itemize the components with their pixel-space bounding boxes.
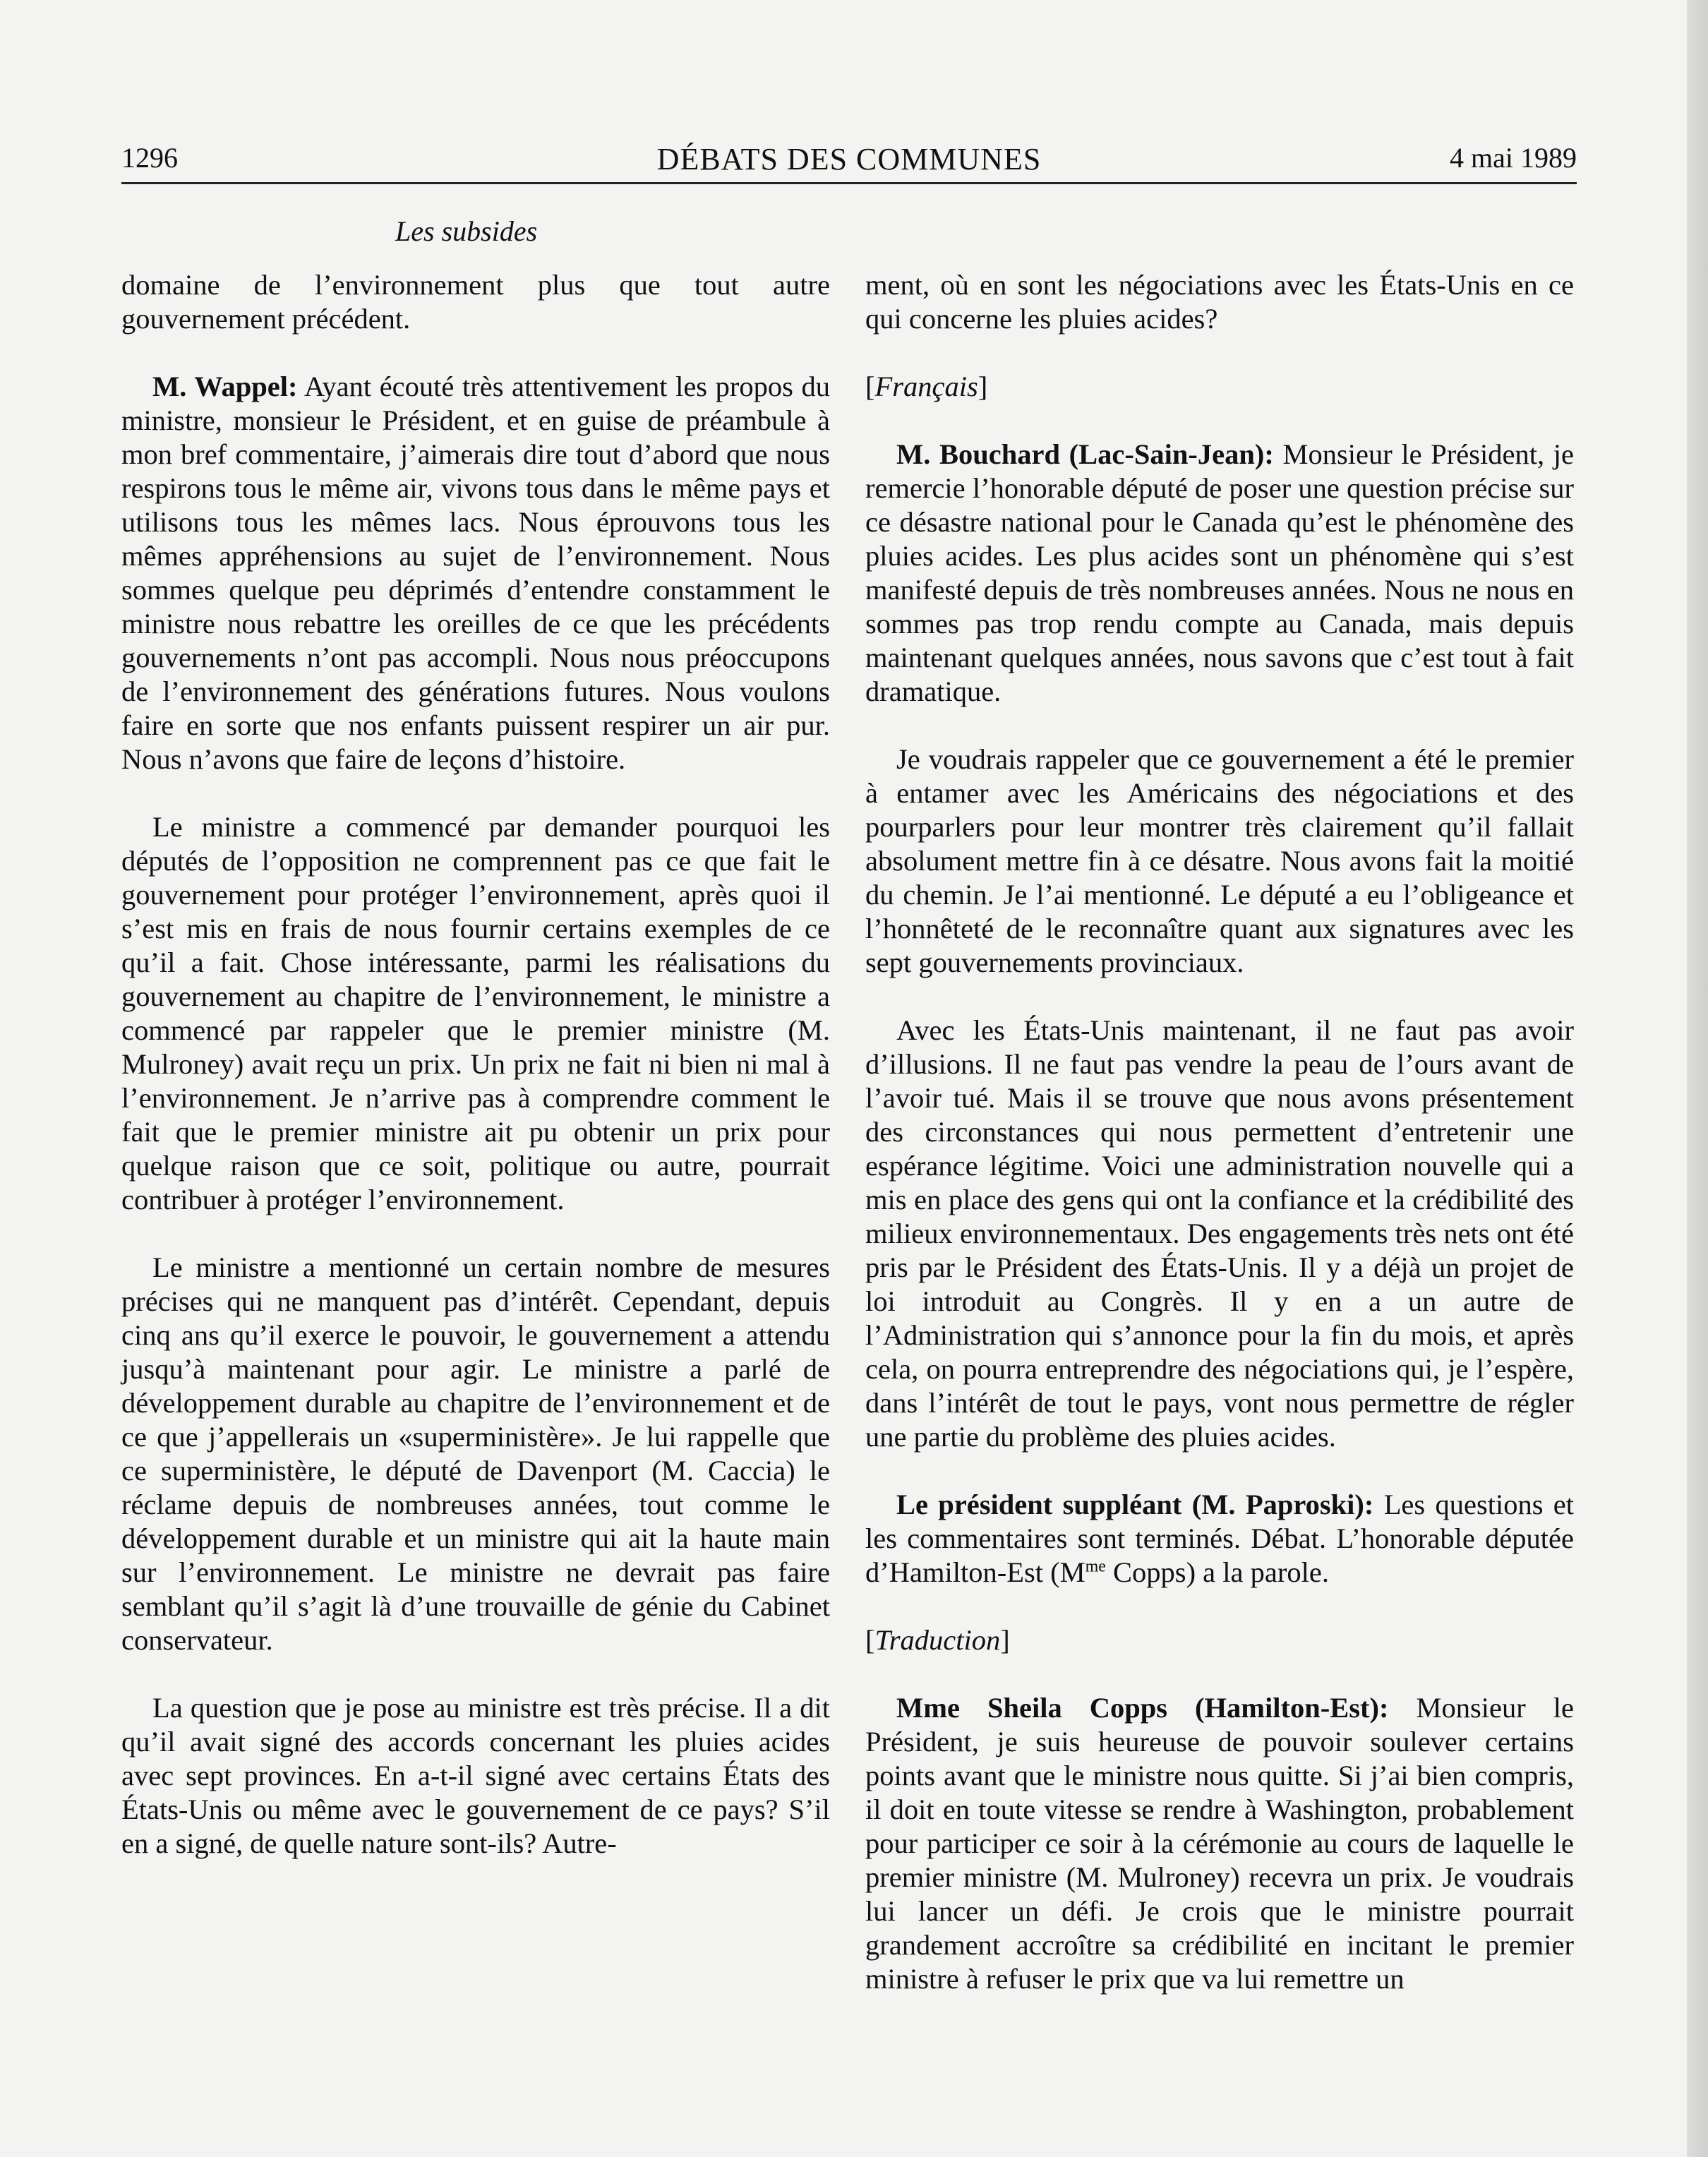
paragraph xyxy=(865,1488,1574,1590)
section-title: Les subsides xyxy=(395,215,538,247)
paragraph: La question que je pose au ministre est très précise. Il a dit qu’il avait signé des accords concernant les pluies acides avec sept provinces. En a-t-il signé avec certains États des États-Unis ou même avec le gouvernement de ce pays? S’il en a signé, de quelle nature sont-ils? Autre- xyxy=(121,1692,830,1859)
speech-text: Monsieur le Président, je suis heureuse de pouvoir soulever certains points avant que le ministre nous quitte. Si j’ai bien compris, il doit en toute vitesse se rendre à Washington, probablement pour participer ce soir à la cérémonie au cours de laquelle le premier ministre (M. Mulroney) recevra un prix. Je voudrais lui lancer un défi. Je crois que le ministre pourrait grandement accroître sa crédibilité en incitant le premier ministre à refuser le prix que va lui remettre un xyxy=(865,1692,1575,1995)
page-number: 1296 xyxy=(121,142,178,174)
left-column xyxy=(121,268,830,1894)
paragraph xyxy=(865,1691,1574,1996)
paragraph: Avec les États-Unis maintenant, il ne faut pas avoir d’illusions. Il ne faut pas vendre la peau de l’ours avant de l’avoir tué. Mais il se trouve que nous avons présentement des circonstances qui nous permettent d’entretenir une espérance légitime. Voici une administration nouvelle qui a mis en place des gens qui ont la confiance et la crédibilité des milieux environnementaux. Des engagements très nets ont été pris par le Président des États-Unis. Il y a déjà un projet de loi introduit au Congrès. Il y en a un autre de l’Administration qui s’annonce pour la fin du mois, et après cela, on pourra entreprendre des négociations qui, je l’espère, dans l’intérêt de tout le pays, vont nous permettre de régler une partie du problème des pluies acides. xyxy=(865,1014,1574,1453)
paragraph xyxy=(121,370,830,776)
language-label: Français xyxy=(874,371,978,402)
speech-text: Monsieur le Président, je remercie l’honorable député de poser une question précise sur ce désastre national pour le Canada qu’est le phénomène des pluies acides. Les plus acides sont un phénomène qui s’est manifesté depuis de très nombreuses années. Nous ne nous en sommes pas trop rendu compte au Canada, mais depuis maintenant quelques années, nous savons que c’est tout à fait dramatique. xyxy=(865,438,1574,707)
paragraph xyxy=(865,438,1574,709)
speech-text: Copps) a la parole. xyxy=(1105,1556,1329,1588)
language-tag: [Français] xyxy=(865,371,988,402)
header-rule xyxy=(121,182,1577,184)
speaker-name: M. Bouchard (Lac-Sain-Jean): xyxy=(896,438,1274,470)
paragraph: Le ministre a mentionné un certain nombre de mesures précises qui ne manquent pas d’intérêt. Cependant, depuis cinq ans qu’il exerce le pouvoir, le gouvernement a attendu jusqu’à maintenant pour agir. Le ministre a parlé de développement durable au chapitre de l’environnement et de ce que j’appellerais un «superministère». Je lui rappelle que ce superministère, le député de Davenport (M. Caccia) le réclame depuis de nombreuses années, tout comme le développement durable et un ministre qui ait la haute main sur l’environnement. Le ministre ne devrait pas faire semblant qu’il s’agit là d’une trouvaille de génie du Cabinet conservateur. xyxy=(121,1251,830,1656)
speech-text: Les questions et les commentaires sont terminés. Débat. L’honorable députée d’Hamilton-Est (M xyxy=(865,1489,1574,1588)
paragraph: ment, où en sont les négociations avec les États-Unis en ce qui concerne les pluies acides? xyxy=(865,269,1574,335)
speech-text: Ayant écouté très attentivement les propos du ministre, monsieur le Président, et en guise de préambule à mon bref commentaire, j’aimerais dire tout d’abord que nous respirons tous le même air, vivons tous dans le même pays et utilisons tous les mêmes lacs. Nous éprouvons tous les mêmes appréhensions au sujet de l’environnement. Nous sommes quelque peu déprimés d’entendre constamment le ministre nous rebattre les oreilles de ce que les précédents gouvernements n’ont pas accompli. Nous nous préoccupons de l’environnement des générations futures. Nous voulons faire en sorte que nos enfants puissent respirer un air pur. Nous n’avons que faire de leçons d’histoire. xyxy=(121,371,830,775)
speaker-name: M. Wappel: xyxy=(152,371,298,402)
paragraph: domaine de l’environnement plus que tout autre gouvernement précédent. xyxy=(121,269,830,335)
paragraph: Je voudrais rappeler que ce gouvernement a été le premier à entamer avec les Américains des négociations et des pourparlers pour leur montrer très clairement qu’il fallait absolument mettre fin à ce désatre. Nous avons fait la moitié du chemin. Je l’ai mentionné. Le député a eu l’obligeance et l’honnêteté de le reconnaître quant aux signatures avec les sept gouvernements provinciaux. xyxy=(865,743,1574,978)
right-column xyxy=(865,268,1574,2030)
page-edge xyxy=(1687,0,1708,2157)
language-label: Traduction xyxy=(874,1624,1001,1656)
speaker-name: Le président suppléant (M. Paproski): xyxy=(896,1489,1374,1520)
publication-date: 4 mai 1989 xyxy=(1450,142,1577,174)
language-tag: [Traduction] xyxy=(865,1624,1010,1656)
page-header xyxy=(121,141,1577,181)
publication-title: DÉBATS DES COMMUNES xyxy=(656,142,1042,176)
superscript: me xyxy=(1085,1557,1106,1576)
speaker-name: Mme Sheila Copps (Hamilton-Est): xyxy=(896,1692,1389,1724)
paragraph: Le ministre a commencé par demander pourquoi les députés de l’opposition ne comprennent pas ce que fait le gouvernement pour protéger l’environnement, après quoi il s’est mis en frais de nous fournir certains exemples de ce qu’il a fait. Chose intéressante, parmi les réalisations du gouvernement au chapitre de l’environnement, le ministre a commencé par rappeler que le premier ministre (M. Mulroney) avait reçu un prix. Un prix ne fait ni bien ni mal à l’environnement. Je n’arrive pas à comprendre comment le fait que le premier ministre ait pu obtenir un prix pour quelque raison que ce soit, politique ou autre, pourrait contribuer à protéger l’environnement. xyxy=(121,811,830,1215)
